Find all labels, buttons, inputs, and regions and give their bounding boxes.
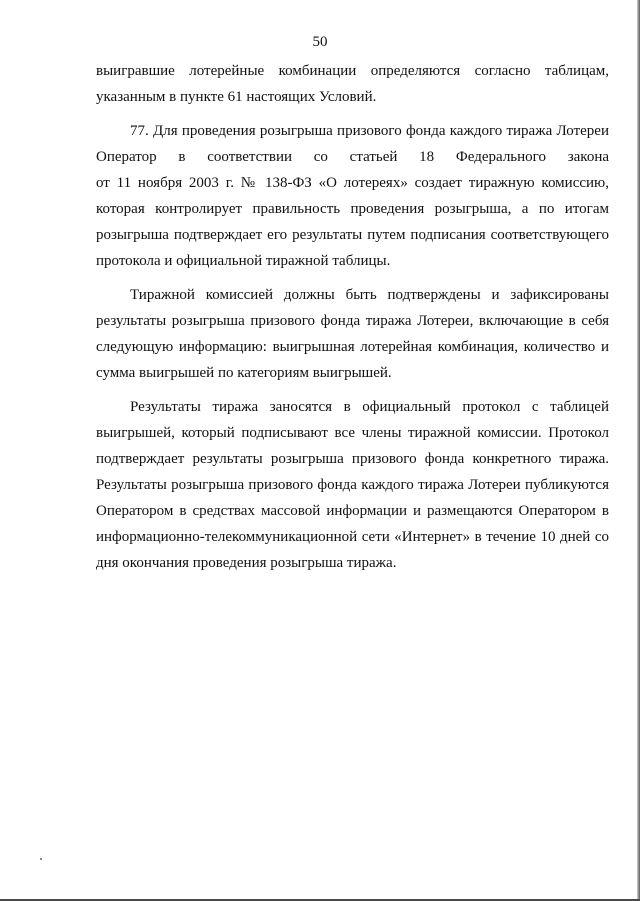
paragraph-3 — [96, 282, 609, 386]
text-line: Результаты тиража заносятся в официальный протокол с таблицей — [130, 399, 609, 415]
text-line: 77. Для проведения розыгрыша призового фонда каждого тиража Лотереи — [130, 123, 609, 139]
page-number: 50 — [312, 34, 328, 50]
text-line: Оператор в соответствии со статьей 18 Федерального закона — [96, 149, 609, 165]
paragraph-4 — [96, 394, 609, 576]
text-line: результаты розыгрыша призового фонда тиража Лотереи, включающие в себя — [96, 313, 609, 329]
text-line: выигравшие лотерейные комбинации определяются согласно таблицам, — [96, 63, 609, 79]
paragraph-2 — [96, 118, 609, 274]
text-line: от 11 ноября 2003 г. № 138-ФЗ «О лотереях» создает тиражную комиссию, — [96, 175, 609, 191]
text-line: Тиражной комиссией должны быть подтверждены и зафиксированы — [130, 287, 609, 303]
text-line: выигрышей, который подписывают все члены тиражной комиссии. Протокол — [96, 425, 609, 441]
text-line: протокола и официальной тиражной таблицы. — [96, 253, 391, 269]
text-line: следующую информацию: выигрышная лотерейная комбинация, количество и — [96, 339, 609, 355]
text-line: Оператором в средствах массовой информации и размещаются Оператором в — [96, 503, 609, 519]
body-text — [96, 58, 609, 576]
text-line: Результаты розыгрыша призового фонда каждого тиража Лотереи публикуются — [96, 477, 609, 493]
text-line: указанным в пункте 61 настоящих Условий. — [96, 89, 377, 105]
text-line: дня окончания проведения розыгрыша тиража. — [96, 555, 397, 571]
text-line: подтверждает результаты розыгрыша призового фонда конкретного тиража. — [96, 451, 609, 467]
paragraph-1 — [96, 58, 609, 110]
text-line: сумма выигрышей по категориям выигрышей. — [96, 365, 392, 381]
text-line: информационно-телекоммуникационной сети «Интернет» в течение 10 дней со — [96, 529, 609, 545]
scan-speck — [40, 858, 42, 860]
text-line: розыгрыша подтверждает его результаты путем подписания соответствующего — [96, 227, 609, 243]
text-line: которая контролирует правильность проведения розыгрыша, а по итогам — [96, 201, 609, 217]
